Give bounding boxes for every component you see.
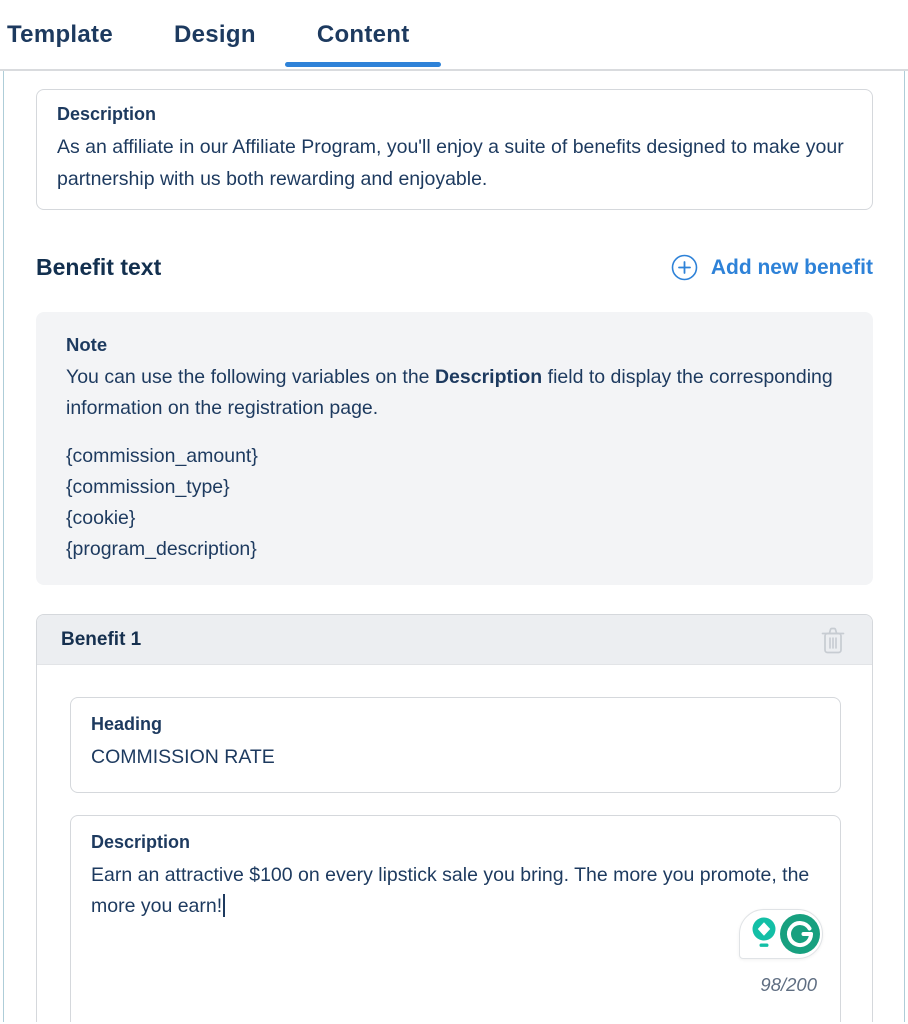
benefit-section-header (36, 254, 873, 281)
tab-template[interactable] (7, 3, 113, 67)
benefit-text-title: Benefit text (36, 254, 162, 280)
grammarly-g-icon (779, 913, 821, 955)
tab-design-label: Design (173, 20, 256, 48)
variable-item: {commission_type} (66, 476, 230, 498)
tab-content-label: Content (316, 20, 410, 48)
benefit-description-label: Description (91, 831, 191, 852)
add-new-benefit-label: Add new benefit (710, 255, 873, 279)
variable-item: {cookie} (66, 507, 136, 529)
benefit-card-title: Benefit 1 (61, 628, 142, 650)
heading-field-value: COMMISSION RATE (91, 746, 275, 768)
text-caret (223, 894, 225, 917)
tab-design[interactable] (174, 3, 256, 67)
benefit-heading-field[interactable] (70, 697, 841, 793)
variable-item: {commission_amount} (66, 445, 258, 467)
tab-template-label: Template (7, 20, 113, 48)
tab-bar (0, 0, 908, 71)
variable-item: {program_description} (66, 538, 257, 560)
content-panel (3, 71, 905, 1022)
benefit-card-header (37, 615, 872, 665)
add-new-benefit-button[interactable] (671, 254, 873, 281)
description-field-value: As an affiliate in our Affiliate Program, you'll enjoy a suite of benefits designed to make your partnership with us both rewarding and enjoyable. (57, 136, 844, 190)
active-tab-indicator (285, 62, 441, 67)
heading-field-label: Heading (91, 714, 163, 734)
note-box (36, 312, 873, 585)
benefit-description-field[interactable] (70, 815, 841, 1023)
note-bold-word: Description (434, 366, 543, 388)
benefit-description-value: Earn an attractive $100 on every lipstick sale you bring. The more you promote, the more you earn! (91, 863, 810, 917)
tab-content[interactable] (317, 3, 410, 67)
grammarly-widget[interactable] (739, 909, 823, 959)
description-field-label: Description (57, 104, 157, 124)
trash-icon (820, 643, 846, 658)
note-label: Note (66, 334, 108, 355)
variable-list (66, 441, 843, 565)
benefit-card-body (37, 665, 872, 1022)
character-counter: 98/200 (760, 973, 817, 995)
delete-benefit-button[interactable] (820, 625, 846, 655)
plus-circle-icon (671, 254, 698, 281)
note-text: You can use the following variables on the Description field to display the corresponding information on the registration page. (66, 366, 833, 419)
benefit-card (36, 614, 873, 1022)
lightbulb-icon (749, 915, 779, 953)
program-description-field[interactable] (36, 89, 873, 210)
